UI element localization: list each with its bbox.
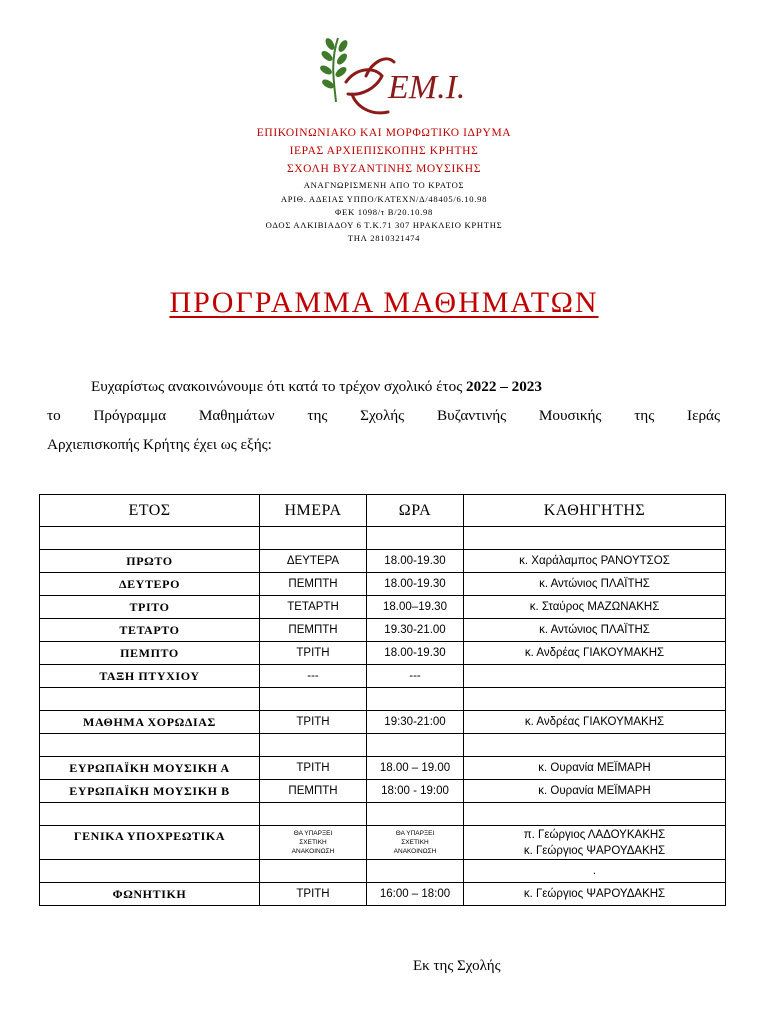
cell-year: [40, 803, 260, 826]
intro-text: Ευχαρίστως ανακοινώνουμε ότι κατά το τρέχον σχολικό έτος: [91, 378, 467, 395]
cell-year: ΜΑΘΗΜΑ ΧΟΡΩΔΙΑΣ: [40, 711, 260, 734]
col-header-day: ΗΜΕΡΑ: [260, 495, 367, 527]
address-line: ΟΔΟΣ ΑΛΚΙΒΙΑΔΟΥ 6 Τ.Κ.71 307 ΗΡΑΚΛΕΙΟ ΚΡΗΤΗΣ: [265, 220, 503, 230]
cell-teacher: κ. Ουρανία ΜΕΪΜΑΡΗ: [464, 780, 726, 803]
table-row: [40, 527, 726, 550]
dove-olive-branch-logo: [316, 32, 466, 124]
table-row: [40, 883, 726, 906]
cell-time: [367, 860, 464, 883]
cell-time: 18.00 – 19.00: [367, 757, 464, 780]
page-title-text: ΠΡΟΓΡΑΜΜΑ ΜΑΘΗΜΑΤΩΝ: [169, 286, 599, 319]
cell-time: 18:00 - 19:00: [367, 780, 464, 803]
col-header-time: ΩΡΑ: [367, 495, 464, 527]
cell-time: [367, 803, 464, 826]
cell-year: ΕΥΡΩΠΑΪΚΗ ΜΟΥΣΙΚΗ Β: [40, 780, 260, 803]
cell-teacher: [464, 665, 726, 688]
cell-day: ΤΡΙΤΗ: [260, 711, 367, 734]
cell-day: [260, 860, 367, 883]
table-row: [40, 573, 726, 596]
cell-day: ΠΕΜΠΤΗ: [260, 573, 367, 596]
cell-time: [367, 734, 464, 757]
cell-teacher: κ. Γεώργιος ΨΑΡΟΥΔΑΚΗΣ: [464, 883, 726, 906]
cell-day: ---: [260, 665, 367, 688]
cell-year: ΕΥΡΩΠΑΪΚΗ ΜΟΥΣΙΚΗ Α: [40, 757, 260, 780]
cell-time: 18.00-19.30: [367, 573, 464, 596]
cell-teacher: κ. Αντώνιος ΠΛΑΪΤΗΣ: [464, 573, 726, 596]
cell-teacher: [464, 527, 726, 550]
cell-time: 18.00-19.30: [367, 550, 464, 573]
cell-teacher: [464, 803, 726, 826]
archdiocese-name: ΙΕΡΑΣ ΑΡΧΙΕΠΙΣΚΟΠΗΣ ΚΡΗΤΗΣ: [289, 145, 479, 157]
table-row: [40, 665, 726, 688]
cell-time: 19.30-21.00: [367, 619, 464, 642]
signature: Εκ της Σχολής: [413, 958, 501, 974]
institution-name: ΕΠΙΚΟΙΝΩΝΙΑΚΟ ΚΑΙ ΜΟΡΦΩΤΙΚΟ ΙΔΡΥΜΑ: [256, 127, 512, 139]
cell-day: [260, 688, 367, 711]
cell-day: ΤΕΤΑΡΤΗ: [260, 596, 367, 619]
cell-day: ΤΡΙΤΗ: [260, 757, 367, 780]
cell-year: [40, 860, 260, 883]
cell-teacher: κ. Ανδρέας ΓΙΑΚΟΥΜΑΚΗΣ: [464, 642, 726, 665]
intro-line-1: [47, 378, 720, 396]
cell-teacher: [464, 688, 726, 711]
cell-year: ΦΩΝΗΤΙΚΗ: [40, 883, 260, 906]
cell-teacher: .: [464, 860, 726, 883]
cell-time: 18.00-19.30: [367, 642, 464, 665]
logo-text: ΕΜ.Ι.: [388, 69, 466, 106]
cell-year: ΓΕΝΙΚΑ ΥΠΟΧΡΕΩΤΙΚΑ: [40, 826, 260, 860]
table-row: [40, 780, 726, 803]
cell-year: ΠΕΜΠΤΟ: [40, 642, 260, 665]
gazette-line: ΦΕΚ 1098/τ Β/20.10.98: [335, 207, 433, 217]
cell-teacher: κ. Ανδρέας ΓΙΑΚΟΥΜΑΚΗΣ: [464, 711, 726, 734]
cell-day: ΤΡΙΤΗ: [260, 883, 367, 906]
table-row: [40, 803, 726, 826]
cell-day: ΠΕΜΠΤΗ: [260, 780, 367, 803]
cell-time: 19:30-21:00: [367, 711, 464, 734]
cell-time: ΘΑ ΥΠΑΡΞΕΙ ΣΧΕΤΙΚΗ ΑΝΑΚΟΙΝΩΣΗ: [367, 826, 464, 860]
cell-year: ΤΕΤΑΡΤΟ: [40, 619, 260, 642]
cell-day: ΠΕΜΠΤΗ: [260, 619, 367, 642]
cell-day: [260, 734, 367, 757]
cell-time: ---: [367, 665, 464, 688]
school-year: 2022 – 2023: [466, 378, 542, 395]
cell-year: ΔΕΥΤΕΡΟ: [40, 573, 260, 596]
cell-year: [40, 688, 260, 711]
cell-year: ΤΑΞΗ ΠΤΥΧΙΟΥ: [40, 665, 260, 688]
cell-teacher: κ. Σταύρος ΜΑΖΩΝΑΚΗΣ: [464, 596, 726, 619]
cell-year: [40, 527, 260, 550]
schedule-table: [39, 494, 726, 906]
table-row: [40, 619, 726, 642]
table-row: [40, 596, 726, 619]
school-name: ΣΧΟΛΗ ΒΥΖΑΝΤΙΝΗΣ ΜΟΥΣΙΚΗΣ: [286, 163, 481, 175]
table-row: [40, 734, 726, 757]
cell-year: [40, 734, 260, 757]
cell-day: ΔΕΥΤΕΡΑ: [260, 550, 367, 573]
cell-time: 18.00–19.30: [367, 596, 464, 619]
table-row: [40, 550, 726, 573]
cell-teacher: π. Γεώργιος ΛΑΔΟΥΚΑΚΗΣ κ. Γεώργιος ΨΑΡΟΥΔΑΚΗΣ: [464, 826, 726, 860]
license-line: ΑΡΙΘ. ΑΔΕΙΑΣ ΥΠΠΟ/ΚΑΤΕΧΝ/Δ/48405/6.10.98: [280, 194, 488, 204]
cell-year: ΠΡΩΤΟ: [40, 550, 260, 573]
intro-line-2: το Πρόγραμμα Μαθημάτων της Σχολής Βυζαντινής Μουσικής της Ιεράς: [47, 407, 720, 424]
cell-day: ΘΑ ΥΠΑΡΞΕΙ ΣΧΕΤΙΚΗ ΑΝΑΚΟΙΝΩΣΗ: [260, 826, 367, 860]
cell-time: [367, 688, 464, 711]
intro-line-3: Αρχιεπισκοπής Κρήτης έχει ως εξής:: [47, 436, 272, 453]
cell-day: [260, 527, 367, 550]
table-row: [40, 688, 726, 711]
cell-teacher: κ. Ουρανία ΜΕΪΜΑΡΗ: [464, 757, 726, 780]
table-header-row: [40, 495, 726, 527]
table-row: [40, 642, 726, 665]
table-row: [40, 711, 726, 734]
cell-teacher: κ. Αντώνιος ΠΛΑΪΤΗΣ: [464, 619, 726, 642]
recognition-line: ΑΝΑΓΝΩΡΙΣΜΕΝΗ ΑΠΟ ΤΟ ΚΡΑΤΟΣ: [303, 180, 465, 190]
table-row: [40, 757, 726, 780]
col-header-teacher: ΚΑΘΗΓΗΤΗΣ: [464, 495, 726, 527]
phone-line: ΤΗΛ 2810321474: [347, 233, 421, 243]
col-header-year: ΕΤΟΣ: [40, 495, 260, 527]
cell-day: [260, 803, 367, 826]
cell-teacher: κ. Χαράλαμπος ΡΑΝΟΥΤΣΟΣ: [464, 550, 726, 573]
table-row: [40, 860, 726, 883]
page-title: [0, 286, 768, 320]
cell-time: [367, 527, 464, 550]
cell-teacher: [464, 734, 726, 757]
cell-year: ΤΡΙΤΟ: [40, 596, 260, 619]
cell-day: ΤΡΙΤΗ: [260, 642, 367, 665]
cell-time: 16:00 – 18:00: [367, 883, 464, 906]
table-row: [40, 826, 726, 860]
